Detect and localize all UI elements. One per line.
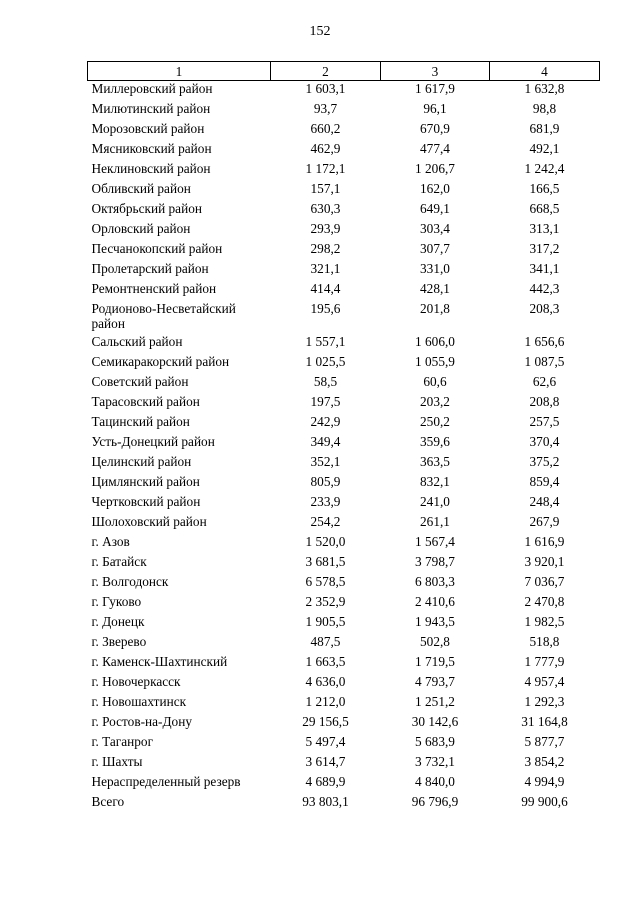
value-cell-col2: 321,1 xyxy=(310,261,341,276)
row-name-cell: г. Зверево xyxy=(91,634,147,649)
row-name-cell: Пролетарский район xyxy=(91,261,209,276)
value-cell-col2: 1 905,5 xyxy=(305,614,346,629)
row-name-cell: Тарасовский район xyxy=(91,394,200,409)
value-cell-col2: 4 689,9 xyxy=(305,774,346,789)
value-cell-col4: 317,2 xyxy=(529,241,560,256)
value-cell-col4: 257,5 xyxy=(529,414,560,429)
value-cell-col3: 502,8 xyxy=(420,634,450,649)
table-row xyxy=(88,181,600,201)
value-cell-col4: 1 616,9 xyxy=(524,534,565,549)
value-cell-col3: 6 803,3 xyxy=(415,574,455,589)
table-row xyxy=(88,574,600,594)
value-cell-col2: 3 614,7 xyxy=(305,754,346,769)
row-name-cell: г. Каменск-Шахтинский xyxy=(91,654,228,669)
table-row xyxy=(88,594,600,614)
value-cell-col4: 518,8 xyxy=(529,634,560,649)
value-cell-col4: 4 994,9 xyxy=(524,774,565,789)
value-cell-col2: 462,9 xyxy=(310,141,341,156)
table-row xyxy=(88,494,600,514)
value-cell-col3: 60,6 xyxy=(423,374,447,389)
table-row xyxy=(88,614,600,634)
value-cell-col4: 7 036,7 xyxy=(524,574,565,589)
row-name-cell: Тацинский район xyxy=(91,414,190,429)
table-row xyxy=(88,141,600,161)
value-cell-col4: 208,8 xyxy=(529,394,560,409)
value-cell-col2: 1 557,1 xyxy=(305,334,346,349)
value-cell-col3: 359,6 xyxy=(420,434,450,449)
page-number: 152 xyxy=(309,24,331,39)
value-cell-col3: 832,1 xyxy=(420,474,450,489)
value-cell-col2: 5 497,4 xyxy=(305,734,346,749)
value-cell-col2: 352,1 xyxy=(310,454,341,469)
table-row xyxy=(88,354,600,374)
value-cell-col2: 197,5 xyxy=(310,394,341,409)
row-name-cell: Песчанокопский район xyxy=(91,241,223,256)
value-cell-col2: 3 681,5 xyxy=(305,554,346,569)
header-row xyxy=(88,62,600,81)
row-name-cell: Обливский район xyxy=(91,181,191,196)
row-name-cell: г. Шахты xyxy=(91,754,143,769)
table-header xyxy=(88,62,600,81)
value-cell-col3: 428,1 xyxy=(420,281,450,296)
value-cell-col3: 3 798,7 xyxy=(415,554,455,569)
value-cell-col2: 93,7 xyxy=(313,101,338,116)
table-row xyxy=(88,554,600,574)
value-cell-col4: 98,8 xyxy=(532,101,557,116)
table-row xyxy=(88,221,600,241)
value-cell-col4: 375,2 xyxy=(529,454,560,469)
row-name-cell: г. Ростов-на-Дону xyxy=(91,714,192,729)
table-row xyxy=(88,714,600,734)
table-row xyxy=(88,734,600,754)
value-cell-col2: 242,9 xyxy=(310,414,341,429)
value-cell-col4: 1 656,6 xyxy=(524,334,565,349)
value-cell-col3: 2 410,6 xyxy=(415,594,455,609)
value-cell-col4: 1 982,5 xyxy=(524,614,565,629)
row-name-cell: г. Новошахтинск xyxy=(91,694,187,709)
row-name-cell: Орловский район xyxy=(91,221,191,236)
value-cell-col3: 96,1 xyxy=(423,101,447,116)
value-cell-col4: 492,1 xyxy=(529,141,560,156)
value-cell-col2: 414,4 xyxy=(310,281,341,296)
value-cell-col4: 3 920,1 xyxy=(524,554,565,569)
value-cell-col2: 1 025,5 xyxy=(305,354,346,369)
value-cell-col4: 62,6 xyxy=(532,374,557,389)
value-cell-col2: 195,6 xyxy=(310,301,341,316)
value-cell-col3: 1 617,9 xyxy=(415,81,455,96)
value-cell-col3: 1 206,7 xyxy=(415,161,455,176)
value-cell-col4: 370,4 xyxy=(529,434,560,449)
value-cell-col4: 267,9 xyxy=(529,514,560,529)
value-cell-col4: 5 877,7 xyxy=(524,734,565,749)
value-cell-col3: 30 142,6 xyxy=(411,714,459,729)
table-row xyxy=(88,241,600,261)
row-name-cell: Нераспределенный резерв xyxy=(91,774,241,789)
value-cell-col3: 1 943,5 xyxy=(415,614,455,629)
value-cell-col4: 166,5 xyxy=(529,181,560,196)
table-row xyxy=(88,394,600,414)
value-cell-col2: 157,1 xyxy=(310,181,341,196)
value-cell-col2: 1 663,5 xyxy=(305,654,346,669)
value-cell-col3: 261,1 xyxy=(420,514,450,529)
table-row xyxy=(88,474,600,494)
table-row xyxy=(88,374,600,394)
value-cell-col3: 5 683,9 xyxy=(415,734,455,749)
row-name-cell: Морозовский район xyxy=(91,121,205,136)
value-cell-col2: 2 352,9 xyxy=(305,594,346,609)
value-cell-col2: 4 636,0 xyxy=(305,674,346,689)
value-cell-col4: 3 854,2 xyxy=(524,754,565,769)
value-cell-col2: 6 578,5 xyxy=(305,574,346,589)
value-cell-col3: 241,0 xyxy=(420,494,450,509)
table-row xyxy=(88,121,600,141)
value-cell-col3: 250,2 xyxy=(420,414,450,429)
table-row xyxy=(88,434,600,454)
row-name-cell: Цимлянский район xyxy=(91,474,200,489)
value-cell-col2: 1 603,1 xyxy=(305,81,346,96)
row-name-cell: Советский район xyxy=(91,374,189,389)
row-name-cell: г. Новочеркасск xyxy=(91,674,181,689)
value-cell-col2: 233,9 xyxy=(310,494,341,509)
table-row xyxy=(88,454,600,474)
value-cell-col3: 649,1 xyxy=(420,201,450,216)
value-cell-col3: 307,7 xyxy=(420,241,450,256)
column-header-1: 1 xyxy=(88,62,271,81)
row-name-cell: Сальский район xyxy=(91,334,183,349)
row-name-cell: Ремонтненский район xyxy=(91,281,217,296)
column-header-3: 3 xyxy=(381,62,490,81)
table-row xyxy=(88,674,600,694)
row-name-cell: г. Батайск xyxy=(91,554,147,569)
value-cell-col4: 99 900,6 xyxy=(521,794,568,809)
table-row xyxy=(88,774,600,794)
value-cell-col4: 2 470,8 xyxy=(524,594,565,609)
table-row xyxy=(88,534,600,554)
value-cell-col3: 1 251,2 xyxy=(415,694,455,709)
value-cell-col2: 29 156,5 xyxy=(302,714,349,729)
table-row xyxy=(88,414,600,434)
row-name-cell: г. Гуково xyxy=(91,594,142,609)
table-body xyxy=(88,81,600,815)
value-cell-col3: 331,0 xyxy=(420,261,450,276)
row-name-cell: Мясниковский район xyxy=(91,141,212,156)
table-row xyxy=(88,334,600,354)
row-name-cell: Родионово-Несветайский район xyxy=(91,301,236,331)
row-name-cell: Семикаракорский район xyxy=(91,354,230,369)
column-header-4: 4 xyxy=(490,62,600,81)
value-cell-col2: 630,3 xyxy=(310,201,341,216)
value-cell-col3: 3 732,1 xyxy=(415,754,455,769)
value-cell-col4: 1 242,4 xyxy=(524,161,565,176)
value-cell-col4: 442,3 xyxy=(529,281,560,296)
row-name-cell: г. Таганрог xyxy=(91,734,154,749)
value-cell-col4: 1 777,9 xyxy=(524,654,565,669)
value-cell-col2: 254,2 xyxy=(310,514,341,529)
row-name-cell: Всего xyxy=(91,794,125,809)
row-name-cell: Октябрьский район xyxy=(91,201,202,216)
value-cell-col3: 363,5 xyxy=(420,454,450,469)
value-cell-col3: 477,4 xyxy=(420,141,450,156)
table-row xyxy=(88,81,600,102)
row-name-cell: г. Волгодонск xyxy=(91,574,169,589)
value-cell-col3: 96 796,9 xyxy=(411,794,459,809)
table-row xyxy=(88,754,600,774)
table-row xyxy=(88,161,600,181)
value-cell-col4: 859,4 xyxy=(529,474,560,489)
column-header-2: 2 xyxy=(271,62,381,81)
value-cell-col3: 4 840,0 xyxy=(415,774,455,789)
value-cell-col4: 248,4 xyxy=(529,494,560,509)
row-name-cell: Миллеровский район xyxy=(91,81,213,96)
value-cell-col3: 670,9 xyxy=(420,121,450,136)
table-row xyxy=(88,634,600,654)
value-cell-col2: 805,9 xyxy=(310,474,341,489)
value-cell-col4: 31 164,8 xyxy=(521,714,568,729)
table-row xyxy=(88,281,600,301)
value-cell-col4: 1 292,3 xyxy=(524,694,565,709)
row-name-cell: Неклиновский район xyxy=(91,161,211,176)
row-name-cell: Целинский район xyxy=(91,454,192,469)
table-row xyxy=(88,261,600,281)
value-cell-col3: 1 719,5 xyxy=(415,654,455,669)
value-cell-col3: 303,4 xyxy=(420,221,450,236)
value-cell-col3: 162,0 xyxy=(420,181,450,196)
table-row xyxy=(88,101,600,121)
value-cell-col2: 58,5 xyxy=(313,374,338,389)
value-cell-col2: 298,2 xyxy=(310,241,341,256)
value-cell-col2: 1 212,0 xyxy=(305,694,346,709)
value-cell-col4: 1 632,8 xyxy=(524,81,565,96)
row-name-cell: г. Азов xyxy=(91,534,130,549)
row-name-cell: Шолоховский район xyxy=(91,514,207,529)
value-cell-col2: 293,9 xyxy=(310,221,341,236)
value-cell-col4: 313,1 xyxy=(529,221,560,236)
value-cell-col3: 1 606,0 xyxy=(415,334,455,349)
table-row xyxy=(88,794,600,814)
row-name-cell: г. Донецк xyxy=(91,614,145,629)
row-name-cell: Чертковский район xyxy=(91,494,201,509)
value-cell-col4: 681,9 xyxy=(529,121,560,136)
value-cell-col3: 1 567,4 xyxy=(415,534,455,549)
value-cell-col4: 341,1 xyxy=(529,261,560,276)
value-cell-col3: 4 793,7 xyxy=(415,674,455,689)
value-cell-col4: 4 957,4 xyxy=(524,674,565,689)
budget-table xyxy=(87,61,600,814)
value-cell-col2: 660,2 xyxy=(310,121,341,136)
table-row xyxy=(88,301,600,334)
row-name-cell: Милютинский район xyxy=(91,101,211,116)
value-cell-col4: 1 087,5 xyxy=(524,354,565,369)
value-cell-col4: 668,5 xyxy=(529,201,560,216)
value-cell-col3: 1 055,9 xyxy=(415,354,455,369)
value-cell-col2: 1 520,0 xyxy=(305,534,346,549)
value-cell-col2: 1 172,1 xyxy=(305,161,346,176)
row-name-cell: Усть-Донецкий район xyxy=(91,434,215,449)
value-cell-col2: 93 803,1 xyxy=(302,794,349,809)
table-row xyxy=(88,654,600,674)
value-cell-col3: 201,8 xyxy=(420,301,450,316)
value-cell-col2: 487,5 xyxy=(310,634,341,649)
table-row xyxy=(88,201,600,221)
value-cell-col4: 208,3 xyxy=(529,301,560,316)
table-row xyxy=(88,514,600,534)
table-row xyxy=(88,694,600,714)
value-cell-col2: 349,4 xyxy=(310,434,341,449)
value-cell-col3: 203,2 xyxy=(420,394,450,409)
